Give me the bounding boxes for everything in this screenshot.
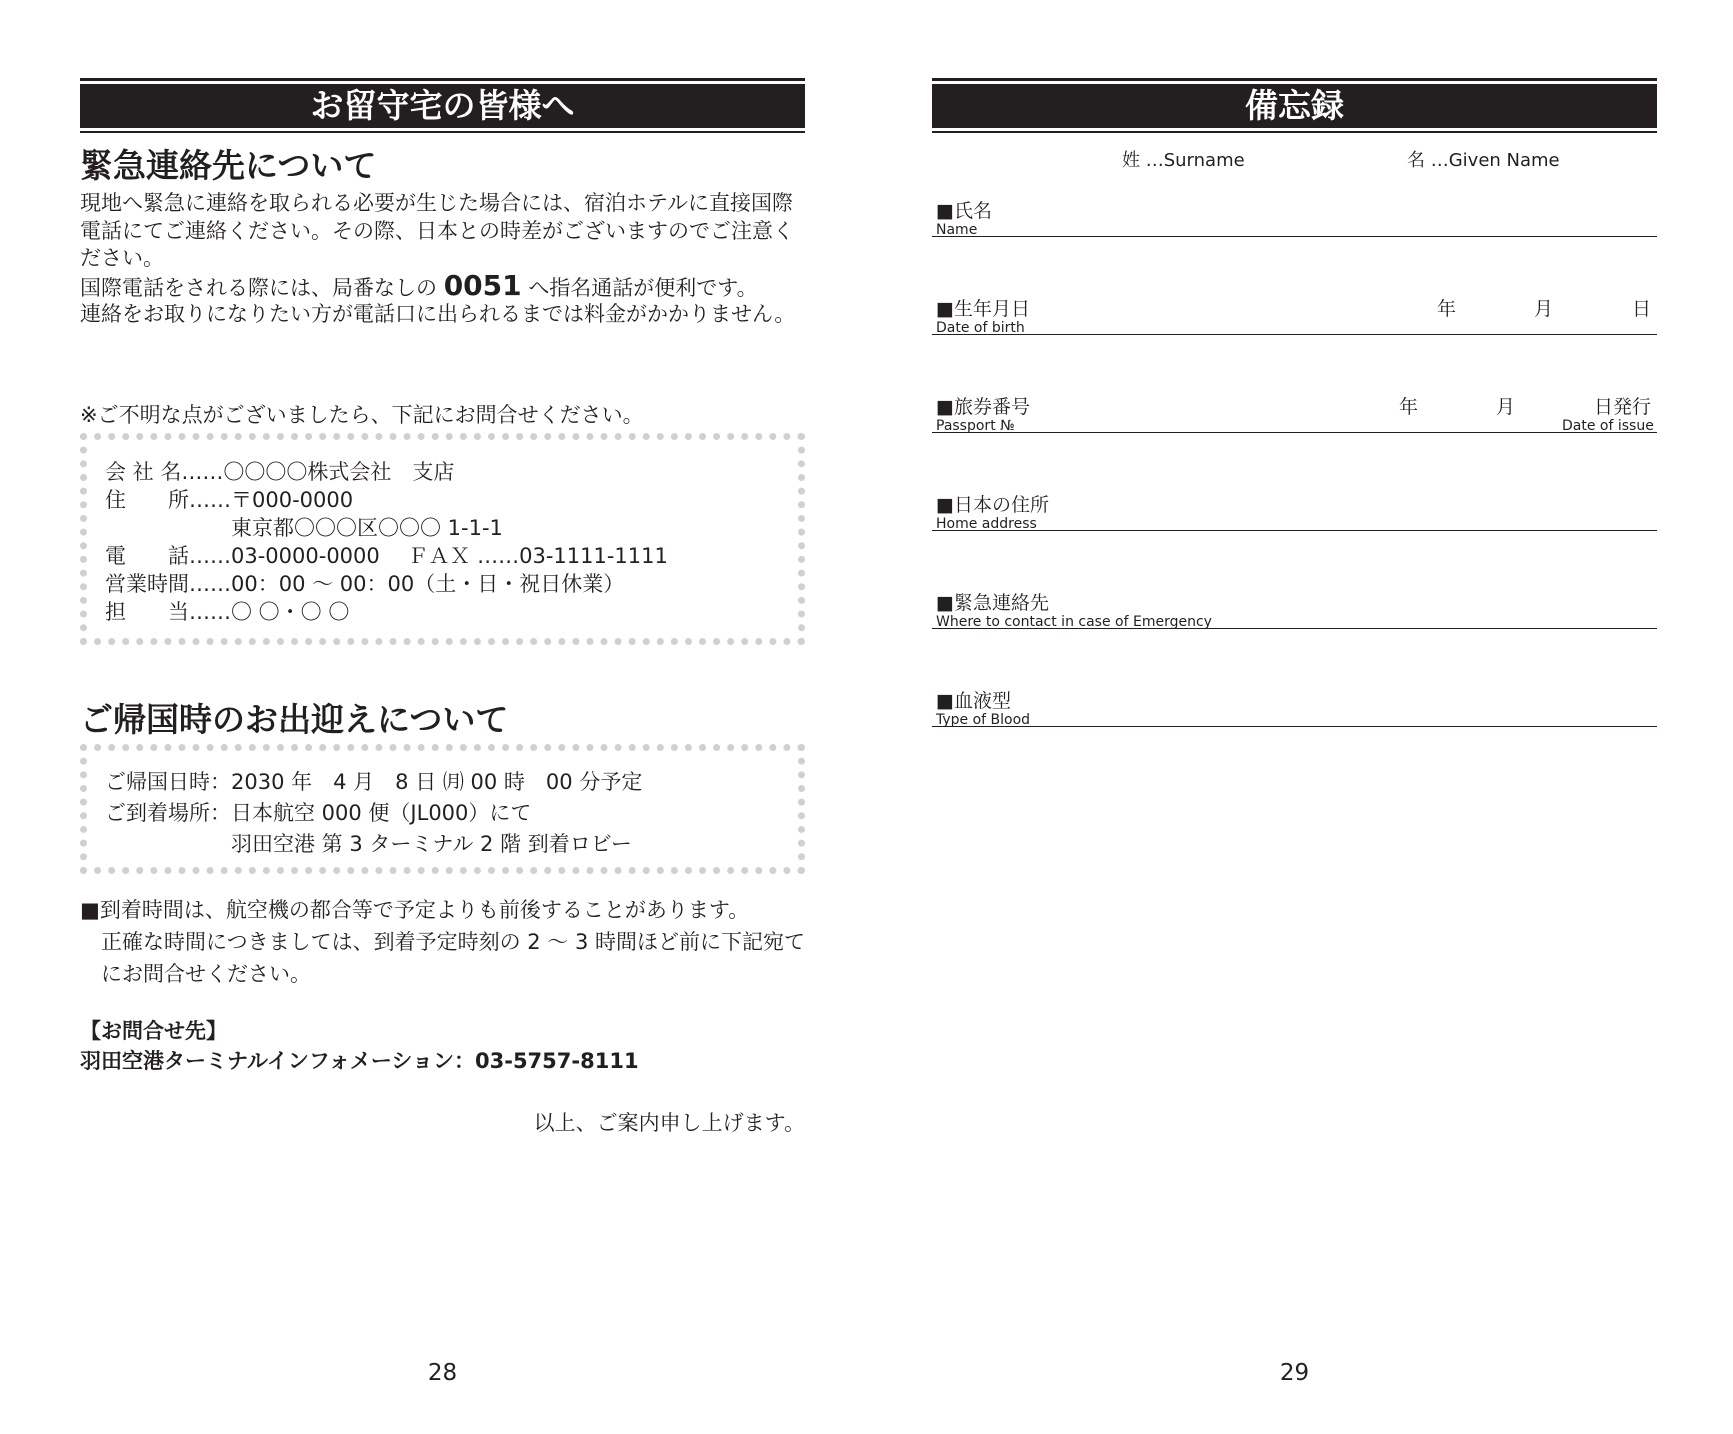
contact-row: 東京都〇〇〇区〇〇〇 1-1-1 (105, 516, 503, 540)
page-title: 備忘録 (932, 84, 1657, 128)
emergency-paragraph-1: 現地へ緊急に連絡を取られる必要が生じた場合には、宿泊ホテルに直接国際電話にてご連絡ください。その際、日本との時差がございますのでご注意ください。 (80, 191, 794, 270)
contact-row: 住 所……〒000-0000 (105, 488, 354, 512)
rule (932, 78, 1657, 81)
note-line: 正確な時間につきましては、到着予定時刻の 2 ～ 3 時間ほど前に下記宛て (80, 930, 805, 954)
arrival-info-box (80, 744, 805, 874)
name-field[interactable] (932, 196, 1657, 237)
page-29 (932, 0, 1657, 1434)
month-unit: 月 (1496, 396, 1516, 418)
given-name-column-label: 名 …Given Name (1407, 150, 1560, 171)
blood-type-field[interactable] (932, 686, 1657, 727)
surname-column-label: 姓 …Surname (1122, 150, 1245, 171)
emergency-contact-heading: 緊急連絡先について (80, 146, 377, 185)
emergency-paragraph-3: 連絡をお取りになりたい方が電話口に出られるまでは料金がかかりません。 (80, 302, 796, 326)
page-number: 28 (427, 1360, 458, 1386)
company-contact-box (80, 433, 805, 645)
field-label: ■氏名 (936, 200, 992, 222)
field-label-en: Date of birth (936, 320, 1025, 336)
contact-row: 会 社 名……〇〇〇〇株式会社 支店 (105, 460, 455, 484)
field-label-en: Type of Blood (936, 712, 1031, 728)
arrival-row: ご到着場所：日本航空 000 便（JL000）にて (105, 801, 532, 825)
field-label: ■旅券番号 (936, 396, 1030, 418)
return-pickup-heading: ご帰国時のお出迎えについて (80, 700, 509, 739)
arrival-note (80, 894, 810, 990)
inquiry-notice: ※ご不明な点がございましたら、下記にお問合せください。 (80, 403, 644, 427)
arrival-row: ご帰国日時：2030 年 4 月 8 日 ㈪ 00 時 00 分予定 (105, 770, 643, 794)
month-unit: 月 (1534, 298, 1554, 320)
page-number: 29 (1279, 1360, 1310, 1386)
rule (80, 78, 805, 81)
page-28 (80, 0, 805, 1434)
field-label: ■日本の住所 (936, 494, 1049, 516)
contact-row: 電 話……03-0000-0000 ＦＡＸ ……03-1111-1111 (105, 544, 668, 568)
contact-row: 担 当……〇 〇・〇 〇 (105, 600, 350, 624)
year-unit: 年 (1437, 298, 1457, 320)
field-label: ■緊急連絡先 (936, 592, 1049, 614)
title-bar (932, 78, 1657, 133)
arrival-row: 羽田空港 第 3 ターミナル 2 階 到着ロビー (105, 832, 632, 856)
page-title: お留守宅の皆様へ (80, 84, 805, 128)
year-unit: 年 (1399, 396, 1419, 418)
dial-prefix: 0051 (443, 269, 522, 302)
field-label-en: Name (936, 222, 978, 238)
field-label-en: Passport № (936, 418, 1015, 434)
passport-number-field[interactable] (932, 392, 1657, 433)
field-label-en: Home address (936, 516, 1037, 532)
field-label: ■血液型 (936, 690, 1011, 712)
issued-day-unit: 日発行 (1594, 396, 1652, 418)
para2-post: へ指名通話が便利です。 (528, 276, 758, 300)
rule (80, 131, 805, 133)
date-of-issue-label: Date of issue (1562, 418, 1654, 434)
inquiry-heading: 【お問合せ先】 (80, 1019, 227, 1043)
day-unit: 日 (1632, 298, 1652, 320)
note-line: ■到着時間は、航空機の都合等で予定よりも前後することがあります。 (80, 898, 750, 922)
contact-row: 営業時間……00：00 ～ 00：00（土・日・祝日休業） (105, 572, 625, 596)
date-of-birth-field[interactable] (932, 294, 1657, 335)
field-label: ■生年月日 (936, 298, 1030, 320)
emergency-paragraph-2 (80, 269, 810, 303)
rule (932, 131, 1657, 133)
inquiry-phone: 羽田空港ターミナルインフォメーション：03-5757-8111 (80, 1049, 639, 1073)
field-label-en: Where to contact in case of Emergency (936, 614, 1212, 630)
para2-pre: 国際電話をされる際には、局番なしの (80, 276, 437, 300)
note-line: にお問合せください。 (80, 962, 311, 986)
title-bar (80, 78, 805, 133)
home-address-field[interactable] (932, 490, 1657, 531)
closing-text: 以上、ご案内申し上げます。 (533, 1111, 805, 1135)
emergency-contact-field[interactable] (932, 588, 1657, 629)
